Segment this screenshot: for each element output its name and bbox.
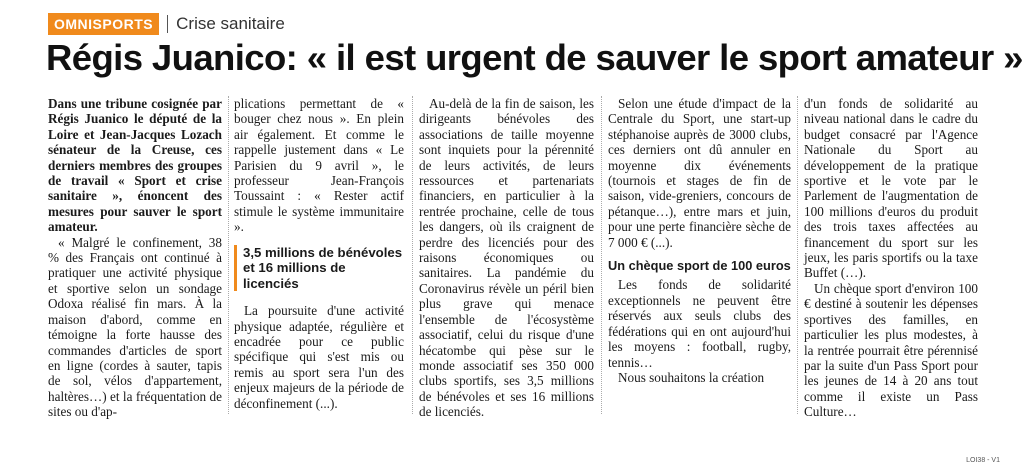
column-2 xyxy=(234,96,404,411)
column-rule xyxy=(601,96,602,414)
column-5 xyxy=(804,96,978,420)
body-paragraph: Un chèque sport d'environ 100 € destiné à soutenir les dépenses sportives des familles, en particulier les plus modestes, à la rentrée pourrait être pérennisé par la suite d'un Pass Sport pour les jeunes de 14 à 20 ans tout comme il existe un Pass Culture… xyxy=(804,280,978,420)
kicker xyxy=(48,13,285,35)
column-3 xyxy=(419,96,594,420)
section-badge: OMNISPORTS xyxy=(48,13,159,35)
intertitle-box: 3,5 millions de bénévoles et 16 millions de licenciés xyxy=(234,245,404,292)
page-code: LOI38 - V1 xyxy=(966,457,1000,464)
column-rule xyxy=(412,96,413,414)
column-1 xyxy=(48,96,222,420)
body-paragraph: Nous souhaitons la création xyxy=(618,369,765,385)
headline: Régis Juanico: « il est urgent de sauver le sport amateur » xyxy=(46,37,1023,78)
body-paragraph: Les fonds de solidarité exceptionnels ne peuvent être réservés aux seuls clubs des fédérations qui en ont aujourd'hui les moyens : football, rugby, tennis… xyxy=(608,277,791,370)
body-paragraph: La poursuite d'une activité physique adaptée, régulière et encadrée pour ce public spécifique qui s'est mis ou remis au sport sera l'un des enjeux majeurs de la période de déconfinement (...). xyxy=(234,303,404,411)
body-paragraph: Au-delà de la fin de saison, les dirigeants bénévoles des associations de taille moyenne sont inquiets pour la pérennité de leurs activités, de leurs ressources et partenariats financiers, en particulier à la rentrée prochaine, celle de tous les dangers, où ils craignent de perdre des licenciés pour des raisons économiques ou sanitaires. La pandémie du Coronavirus révèle un péril bien plus grave qui menace l'ensemble de l'écosystème associatif, celui du risque d'une hécatombe qui pèse sur le monde associatif ses 350 000 clubs sportifs, ses 3,5 millions de bénévoles et ses 16 millions de licenciés. xyxy=(419,96,594,420)
subheading: Un chèque sport de 100 euros xyxy=(608,258,791,274)
body-paragraph: d'un fonds de solidarité au niveau national dans le cadre du budget consacré par l'Agence Nationale du Sport au développement de la pratique sportive et le vote par le Parlement de l'augmentation de 100 millions d'euros du produit des trois taxes affectées au financement du sport sur les jeux, les paris sportifs ou la taxe Buffet (…). xyxy=(804,96,978,281)
kicker-divider xyxy=(167,15,168,33)
topic-label: Crise sanitaire xyxy=(176,14,285,33)
body-paragraph: Selon une étude d'impact de la Centrale du Sport, une start-up stéphanoise auprès de 3000 clubs, ces derniers ont dû annuler en moyenne dix événements (tournois et stages de fin de saison, vide-greniers, concours de pétanque…), entre mars et juin, pour une perte financière sèche de 7 000 € (...). xyxy=(608,96,791,250)
column-4 xyxy=(608,96,791,385)
column-rule xyxy=(228,96,229,414)
body-paragraph: « Malgré le confinement, 38 % des Français ont continué à pratiquer une activité physique et sportive selon un sondage Odoxa réalisé fin mars. À la maison d'abord, comme en témoigne la forte hausse des commandes d'articles de sport en ligne (cordes à sauter, tapis de sol, vélos d'appartement, haltères…) et la fréquentation de sites ou d'ap- xyxy=(48,234,222,420)
body-paragraph: plications permettant de « bouger chez nous ». En plein air également. Et comme le rappelle justement dans « Le Parisien du 9 avril », le professeur Jean-François Toussaint : « Rester actif stimule le système immunitaire ». xyxy=(234,96,404,235)
lead-paragraph: Dans une tribune cosignée par Régis Juanico le député de la Loire et Jean-Jacques Lozach sénateur de la Creuse, ces derniers membres des groupes de travail « Sport et crise sanitaire », énoncent des mesures pour sauver le sport amateur. xyxy=(48,96,222,235)
column-rule xyxy=(797,96,798,414)
